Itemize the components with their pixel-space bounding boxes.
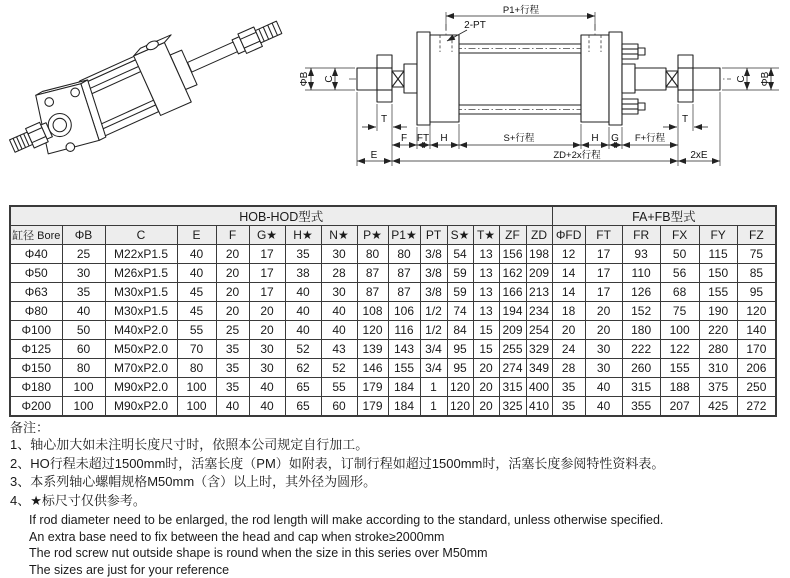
spec-cell: 20 xyxy=(249,302,285,321)
spec-cell: 40 xyxy=(177,264,216,283)
spec-cell: 179 xyxy=(357,378,388,397)
table-row xyxy=(10,245,776,264)
spec-cell: 254 xyxy=(526,321,552,340)
spec-cell: 35 xyxy=(216,378,249,397)
spec-cell: 80 xyxy=(177,359,216,378)
spec-cell: 30 xyxy=(585,340,622,359)
spec-cell: 255 xyxy=(499,340,526,359)
spec-cell: 13 xyxy=(473,283,499,302)
spec-cell: 3/4 xyxy=(420,340,447,359)
spec-cell: 40 xyxy=(285,283,321,302)
spec-cell: 110 xyxy=(622,264,660,283)
table-row xyxy=(10,283,776,302)
spec-cell: 65 xyxy=(285,378,321,397)
spec-cell: 70 xyxy=(177,340,216,359)
dim-label-port: 2-PT xyxy=(464,20,486,31)
column-header: FX xyxy=(660,226,699,245)
spec-cell: 143 xyxy=(388,340,420,359)
note-line-en: If rod diameter need to be enlarged, the rod length will make according to the standard, unless otherwise specified. xyxy=(29,512,784,529)
spec-cell: 3/8 xyxy=(420,245,447,264)
spec-cell: 50 xyxy=(660,245,699,264)
spec-cell: Φ40 xyxy=(10,245,62,264)
notes-title: 备注： xyxy=(10,419,784,436)
spec-cell: 166 xyxy=(499,283,526,302)
column-header: FY xyxy=(699,226,737,245)
spec-cell: 20 xyxy=(585,302,622,321)
spec-cell: 30 xyxy=(321,283,357,302)
spec-cell: M30xP1.5 xyxy=(105,283,177,302)
dim-label-f: F xyxy=(401,133,407,144)
spec-cell: 35 xyxy=(216,340,249,359)
column-header: ΦFD xyxy=(552,226,585,245)
spec-cell: 100 xyxy=(177,397,216,416)
group-header-hob-hod: HOB-HOD型式 xyxy=(10,206,552,226)
table-row xyxy=(10,340,776,359)
spec-cell: 13 xyxy=(473,245,499,264)
spec-cell: Φ180 xyxy=(10,378,62,397)
table-row xyxy=(10,397,776,416)
spec-cell: 30 xyxy=(62,264,105,283)
spec-cell: 35 xyxy=(285,245,321,264)
column-header: C xyxy=(105,226,177,245)
spec-cell: 20 xyxy=(473,378,499,397)
spec-cell: 14 xyxy=(552,283,585,302)
spec-cell: 85 xyxy=(737,264,776,283)
column-header-row xyxy=(10,226,776,245)
spec-cell: 87 xyxy=(357,264,388,283)
rear-flange xyxy=(609,32,622,125)
spec-cell: 80 xyxy=(62,359,105,378)
spec-cell: 250 xyxy=(737,378,776,397)
spec-cell: 20 xyxy=(552,321,585,340)
spec-cell: 45 xyxy=(177,302,216,321)
tie-rod-nut-top xyxy=(622,44,638,59)
spec-cell: 74 xyxy=(447,302,473,321)
spec-cell: 40 xyxy=(321,302,357,321)
group-header-fa-fb: FA+FB型式 xyxy=(552,206,776,226)
spec-cell: 38 xyxy=(285,264,321,283)
spec-cell: 60 xyxy=(62,340,105,359)
spec-cell: 25 xyxy=(62,245,105,264)
spec-cell: 120 xyxy=(447,378,473,397)
spec-cell: 80 xyxy=(388,245,420,264)
spec-cell: 126 xyxy=(622,283,660,302)
spec-cell: 84 xyxy=(447,321,473,340)
spec-cell: 40 xyxy=(62,302,105,321)
spec-cell: 100 xyxy=(62,378,105,397)
spec-cell: 40 xyxy=(585,397,622,416)
spec-cell: 20 xyxy=(216,264,249,283)
dim-label-t-left: T xyxy=(381,114,387,125)
notes-english xyxy=(29,512,784,578)
spec-cell: 220 xyxy=(699,321,737,340)
spec-cell: 272 xyxy=(737,397,776,416)
spec-cell: 12 xyxy=(552,245,585,264)
spec-cell: 410 xyxy=(526,397,552,416)
side-view-drawing xyxy=(298,0,790,178)
tie-rod-nut-bottom xyxy=(622,99,638,114)
spec-cell: M30xP1.5 xyxy=(105,302,177,321)
spec-cell: 30 xyxy=(249,359,285,378)
spec-cell: 13 xyxy=(473,264,499,283)
spec-cell: 20 xyxy=(473,397,499,416)
spec-cell: 20 xyxy=(473,359,499,378)
spec-cell: 355 xyxy=(622,397,660,416)
spec-cell: 108 xyxy=(357,302,388,321)
spec-cell: 40 xyxy=(321,321,357,340)
spec-cell: 30 xyxy=(321,245,357,264)
spec-cell: 375 xyxy=(699,378,737,397)
spec-cell: 59 xyxy=(447,264,473,283)
spec-cell: 95 xyxy=(447,359,473,378)
dim-label-e: E xyxy=(371,150,378,161)
spec-cell: 315 xyxy=(499,378,526,397)
note-line-cn: 2、HO行程未超过1500mm时，活塞长度（PM）如附表，订制行程如超过1500mm时，活塞长度参阅特性资料表。 xyxy=(10,455,784,474)
spec-cell: 62 xyxy=(285,359,321,378)
note-line-cn: 1、轴心加大如未注明长度尺寸时，依照本公司规定自行加工。 xyxy=(10,436,784,455)
spec-cell: 115 xyxy=(699,245,737,264)
gland-left xyxy=(404,64,417,93)
spec-cell: Φ50 xyxy=(10,264,62,283)
dim-label-s-stroke: S+行程 xyxy=(504,132,535,144)
spec-cell: 280 xyxy=(699,340,737,359)
gland-right xyxy=(622,64,635,93)
head-block xyxy=(430,35,459,122)
spec-cell: 45 xyxy=(177,283,216,302)
spec-cell: 14 xyxy=(552,264,585,283)
notes-section xyxy=(10,419,784,578)
dim-label-f-stroke: F+行程 xyxy=(635,132,666,144)
dim-label-phib-left: ΦB xyxy=(299,71,310,86)
column-header: FZ xyxy=(737,226,776,245)
spec-cell: 52 xyxy=(321,359,357,378)
dim-label-ft: FT xyxy=(417,133,429,144)
spec-cell: 325 xyxy=(499,397,526,416)
spec-cell: 190 xyxy=(699,302,737,321)
spec-cell: 3/8 xyxy=(420,283,447,302)
spec-cell: 100 xyxy=(62,397,105,416)
spec-cell: 40 xyxy=(285,321,321,340)
spec-cell: 24 xyxy=(552,340,585,359)
spec-cell: 20 xyxy=(216,245,249,264)
dim-label-2xe: 2xE xyxy=(690,150,708,161)
spec-cell: 152 xyxy=(622,302,660,321)
table-row xyxy=(10,321,776,340)
spec-cell: 30 xyxy=(585,359,622,378)
spec-cell: 95 xyxy=(737,283,776,302)
spec-cell: 35 xyxy=(552,397,585,416)
spec-cell: 35 xyxy=(216,359,249,378)
cylinder-side-view xyxy=(357,32,720,125)
note-line-en: The rod screw nut outside shape is round when the size in this series over M50mm xyxy=(29,545,784,562)
spec-cell: 75 xyxy=(737,245,776,264)
spec-cell: 329 xyxy=(526,340,552,359)
rod-nut-left xyxy=(377,55,392,102)
spec-cell: 206 xyxy=(737,359,776,378)
spec-cell: Φ63 xyxy=(10,283,62,302)
spec-cell: 40 xyxy=(249,397,285,416)
spec-cell: 116 xyxy=(388,321,420,340)
spec-cell: 13 xyxy=(473,302,499,321)
spec-cell: 54 xyxy=(447,245,473,264)
spec-cell: 93 xyxy=(622,245,660,264)
spec-cell: 40 xyxy=(249,378,285,397)
iso-front-rod xyxy=(10,122,53,152)
spec-cell: 274 xyxy=(499,359,526,378)
spec-cell: 87 xyxy=(388,264,420,283)
spec-cell: 100 xyxy=(177,378,216,397)
spec-cell: 122 xyxy=(660,340,699,359)
spec-cell: 20 xyxy=(585,321,622,340)
spec-cell: 155 xyxy=(699,283,737,302)
spec-cell: 400 xyxy=(526,378,552,397)
dim-label-c-left: C xyxy=(324,75,335,82)
spec-cell: 20 xyxy=(216,283,249,302)
iso-rod-end xyxy=(188,21,282,72)
column-header: ZF xyxy=(499,226,526,245)
spec-cell: M40xP2.0 xyxy=(105,321,177,340)
spec-cell: 209 xyxy=(499,321,526,340)
spec-cell: 1 xyxy=(420,397,447,416)
spec-cell: 213 xyxy=(526,283,552,302)
spec-table-section xyxy=(9,205,777,417)
column-header: FT xyxy=(585,226,622,245)
spec-cell: 17 xyxy=(585,264,622,283)
spec-cell: M26xP1.5 xyxy=(105,264,177,283)
spec-cell: M90xP2.0 xyxy=(105,397,177,416)
spec-cell: 150 xyxy=(699,264,737,283)
column-header: P★ xyxy=(357,226,388,245)
spec-cell: 209 xyxy=(526,264,552,283)
spec-cell: 310 xyxy=(699,359,737,378)
spec-cell: 50 xyxy=(62,321,105,340)
dim-label-zd-stroke: ZD+2x行程 xyxy=(553,149,601,161)
column-header: F xyxy=(216,226,249,245)
dim-label-h-left: H xyxy=(440,133,447,144)
spec-cell: 155 xyxy=(660,359,699,378)
spec-cell: 87 xyxy=(357,283,388,302)
spec-cell: 80 xyxy=(357,245,388,264)
column-header: PT xyxy=(420,226,447,245)
spec-cell: 1 xyxy=(420,378,447,397)
spec-cell: 162 xyxy=(499,264,526,283)
spec-cell: 60 xyxy=(321,397,357,416)
spec-cell: 25 xyxy=(216,321,249,340)
spec-cell: 55 xyxy=(321,378,357,397)
dim-label-p1-stroke: P1+行程 xyxy=(503,4,540,16)
spec-cell: M90xP2.0 xyxy=(105,378,177,397)
column-header: T★ xyxy=(473,226,499,245)
spec-cell: 188 xyxy=(660,378,699,397)
note-line-cn: 4、★标尺寸仅供参考。 xyxy=(10,492,784,511)
spec-cell: 315 xyxy=(622,378,660,397)
spec-cell: 40 xyxy=(285,302,321,321)
spec-cell: 17 xyxy=(249,264,285,283)
note-line-en: The sizes are just for your reference xyxy=(29,562,784,578)
spec-cell: 65 xyxy=(285,397,321,416)
front-flange xyxy=(417,32,430,125)
spec-cell: 95 xyxy=(447,340,473,359)
spec-cell: 184 xyxy=(388,397,420,416)
spec-cell: 75 xyxy=(660,302,699,321)
spec-cell: 40 xyxy=(585,378,622,397)
spec-cell: 17 xyxy=(249,245,285,264)
spec-cell: 3/4 xyxy=(420,359,447,378)
dim-label-c-right: C xyxy=(736,75,747,82)
spec-cell: M22xP1.5 xyxy=(105,245,177,264)
spec-cell: Φ80 xyxy=(10,302,62,321)
spec-table xyxy=(9,205,777,417)
note-line-cn: 3、本系列轴心螺帽规格M50mm（含）以上时，其外径为圆形。 xyxy=(10,473,784,492)
spec-cell: 155 xyxy=(388,359,420,378)
spec-cell: 15 xyxy=(473,340,499,359)
spec-cell: Φ125 xyxy=(10,340,62,359)
spec-cell: 425 xyxy=(699,397,737,416)
spec-cell: 156 xyxy=(499,245,526,264)
spec-cell: 28 xyxy=(321,264,357,283)
spec-cell: 28 xyxy=(552,359,585,378)
spec-cell: 106 xyxy=(388,302,420,321)
dim-label-g: G xyxy=(611,133,619,144)
column-header: G★ xyxy=(249,226,285,245)
spec-cell: 17 xyxy=(585,283,622,302)
spec-cell: 234 xyxy=(526,302,552,321)
spec-cell: 35 xyxy=(62,283,105,302)
spec-cell: Φ200 xyxy=(10,397,62,416)
column-header: E xyxy=(177,226,216,245)
spec-cell: 20 xyxy=(216,302,249,321)
spec-cell: 120 xyxy=(737,302,776,321)
column-header: ZD xyxy=(526,226,552,245)
table-row xyxy=(10,302,776,321)
spec-cell: 35 xyxy=(552,378,585,397)
column-header: 缸径 Bore xyxy=(10,226,62,245)
notes-chinese xyxy=(10,436,784,510)
spec-cell: 198 xyxy=(526,245,552,264)
spec-cell: 17 xyxy=(249,283,285,302)
column-header: H★ xyxy=(285,226,321,245)
iso-view-drawing xyxy=(4,6,296,198)
rod-tip-right xyxy=(693,68,720,90)
spec-cell: Φ150 xyxy=(10,359,62,378)
note-line-en: An extra base need to fix between the head and cap when stroke≥2000mm xyxy=(29,529,784,546)
dim-label-h-right: H xyxy=(591,133,598,144)
column-header: P1★ xyxy=(388,226,420,245)
spec-cell: 170 xyxy=(737,340,776,359)
spec-cell: 15 xyxy=(473,321,499,340)
spec-cell: 40 xyxy=(177,245,216,264)
spec-cell: 349 xyxy=(526,359,552,378)
spec-cell: 146 xyxy=(357,359,388,378)
dim-label-phib-right: ΦB xyxy=(760,71,771,86)
column-header: FR xyxy=(622,226,660,245)
rod-tip-left xyxy=(357,68,377,90)
spec-cell: 56 xyxy=(660,264,699,283)
column-header: N★ xyxy=(321,226,357,245)
table-row xyxy=(10,378,776,397)
spec-cell: 207 xyxy=(660,397,699,416)
column-header: S★ xyxy=(447,226,473,245)
rod-right xyxy=(635,68,666,90)
spec-cell: 194 xyxy=(499,302,526,321)
spec-cell: 30 xyxy=(249,340,285,359)
rod-nut-right xyxy=(678,55,693,102)
spec-cell: 18 xyxy=(552,302,585,321)
spec-cell: 68 xyxy=(660,283,699,302)
spec-cell: 120 xyxy=(447,397,473,416)
spec-cell: 3/8 xyxy=(420,264,447,283)
spec-cell: 20 xyxy=(249,321,285,340)
spec-cell: 139 xyxy=(357,340,388,359)
table-row xyxy=(10,264,776,283)
spec-cell: M70xP2.0 xyxy=(105,359,177,378)
spec-cell: Φ100 xyxy=(10,321,62,340)
spec-cell: 120 xyxy=(357,321,388,340)
spec-cell: 40 xyxy=(216,397,249,416)
column-header: ΦB xyxy=(62,226,105,245)
spec-cell: 59 xyxy=(447,283,473,302)
table-row xyxy=(10,359,776,378)
spec-cell: 1/2 xyxy=(420,321,447,340)
spec-cell: 100 xyxy=(660,321,699,340)
spec-cell: M50xP2.0 xyxy=(105,340,177,359)
spec-cell: 222 xyxy=(622,340,660,359)
cap-block xyxy=(581,35,609,122)
spec-cell: 52 xyxy=(285,340,321,359)
spec-cell: 87 xyxy=(388,283,420,302)
spec-cell: 43 xyxy=(321,340,357,359)
dim-label-t-right: T xyxy=(682,114,688,125)
spec-cell: 140 xyxy=(737,321,776,340)
spec-cell: 17 xyxy=(585,245,622,264)
spec-cell: 180 xyxy=(622,321,660,340)
spec-cell: 260 xyxy=(622,359,660,378)
spec-cell: 1/2 xyxy=(420,302,447,321)
tube xyxy=(459,53,581,105)
spec-cell: 179 xyxy=(357,397,388,416)
spec-cell: 184 xyxy=(388,378,420,397)
spec-cell: 55 xyxy=(177,321,216,340)
